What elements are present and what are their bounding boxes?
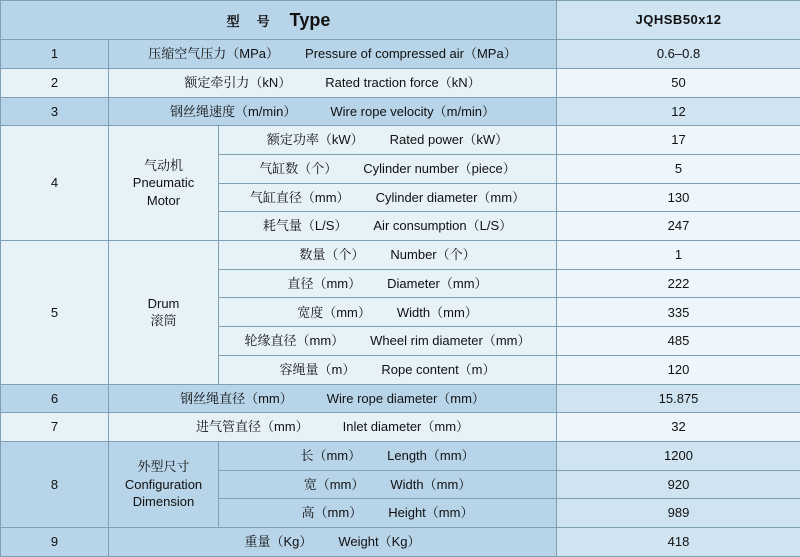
row-group-label-cn: 滚筒 <box>150 313 177 329</box>
row-description <box>219 269 557 298</box>
row-description-en: Pressure of compressed air（MPa） <box>305 46 517 62</box>
row-number: 2 <box>1 68 109 97</box>
row-description-cn: 高（mm） <box>301 505 363 521</box>
row-number: 8 <box>1 442 109 528</box>
row-value: 418 <box>557 528 800 557</box>
row-description-en: Number（个） <box>390 247 476 263</box>
header-type-cell <box>1 1 557 40</box>
header-model-cell: JQHSB50x12 <box>557 1 800 40</box>
row-value: 1 <box>557 241 800 270</box>
row-description-cn: 宽（mm） <box>303 476 365 492</box>
row-number: 1 <box>1 40 109 69</box>
row-description-en: Wire rope velocity（m/min） <box>330 103 496 119</box>
row-description-cn: 进气管直径（mm） <box>195 419 309 435</box>
row-value: 222 <box>557 269 800 298</box>
row-value: 15.875 <box>557 384 800 413</box>
row-description-en: Width（mm） <box>390 476 472 492</box>
row-value: 1200 <box>557 442 800 471</box>
table-header-row <box>1 1 800 40</box>
row-description-cn: 耗气量（L/S） <box>262 218 348 234</box>
row-description-cn: 额定功率（kW） <box>266 132 364 148</box>
row-value: 12 <box>557 97 800 126</box>
row-description <box>219 241 557 270</box>
row-description-en: Diameter（mm） <box>387 275 488 291</box>
row-description <box>109 528 557 557</box>
row-number: 4 <box>1 126 109 241</box>
row-number: 9 <box>1 528 109 557</box>
row-description <box>219 126 557 155</box>
row-description-en: Air consumption（L/S） <box>373 218 513 234</box>
row-description-en: Rated power（kW） <box>389 132 509 148</box>
row-description-cn: 钢丝绳直径（mm） <box>180 390 293 406</box>
row-group-label-en2: Dimension <box>132 494 195 510</box>
row-value: 335 <box>557 298 800 327</box>
row-description-en: Cylinder number（piece） <box>363 161 516 177</box>
row-description-en: Height（mm） <box>388 505 474 521</box>
row-value: 50 <box>557 68 800 97</box>
row-description-en: Wheel rim diameter（mm） <box>370 333 531 349</box>
row-description-cn: 宽度（mm） <box>297 304 371 320</box>
row-description <box>219 154 557 183</box>
row-description <box>109 68 557 97</box>
row-group-label-en2: Motor <box>146 192 181 208</box>
table-row <box>1 126 800 155</box>
row-description <box>219 499 557 528</box>
row-description-cn: 压缩空气压力（MPa） <box>148 46 280 62</box>
row-description-cn: 长（mm） <box>300 448 362 464</box>
row-description-en: Wire rope diameter（mm） <box>326 390 485 406</box>
row-description <box>109 40 557 69</box>
row-description-en: Inlet diameter（mm） <box>342 419 470 435</box>
row-number: 7 <box>1 413 109 442</box>
table-row <box>1 413 800 442</box>
row-description <box>109 384 557 413</box>
row-description <box>219 298 557 327</box>
row-description-en: Cylinder diameter（mm） <box>375 189 526 205</box>
row-value: 32 <box>557 413 800 442</box>
row-description <box>109 413 557 442</box>
row-description-en: Length（mm） <box>387 448 475 464</box>
row-description-cn: 直径（mm） <box>287 275 362 291</box>
table-row <box>1 384 800 413</box>
row-group-label <box>109 442 219 528</box>
table-row <box>1 68 800 97</box>
table-row <box>1 528 800 557</box>
row-value: 5 <box>557 154 800 183</box>
table-row <box>1 241 800 270</box>
row-value: 485 <box>557 327 800 356</box>
row-value: 920 <box>557 470 800 499</box>
row-description <box>219 183 557 212</box>
row-description-cn: 容绳量（m） <box>279 361 356 377</box>
row-description <box>219 355 557 384</box>
row-description-cn: 重量（Kg） <box>244 534 313 550</box>
row-group-label <box>109 126 219 241</box>
row-description-cn: 轮缘直径（mm） <box>244 333 345 349</box>
row-value: 247 <box>557 212 800 241</box>
row-description <box>219 327 557 356</box>
header-title-en: Type <box>289 9 331 30</box>
row-group-label-cn: 外型尺寸 <box>137 459 190 475</box>
table-row <box>1 442 800 471</box>
row-description-en: Rope content（m） <box>381 361 496 377</box>
row-description-cn: 钢丝绳速度（m/min） <box>169 103 297 119</box>
row-number: 6 <box>1 384 109 413</box>
row-description-cn: 数量（个） <box>299 247 365 263</box>
row-number: 5 <box>1 241 109 385</box>
row-description-en: Weight（Kg） <box>338 534 421 550</box>
row-value: 120 <box>557 355 800 384</box>
row-group-label <box>109 241 219 385</box>
row-description <box>219 212 557 241</box>
row-group-label-en1: Pneumatic <box>132 175 195 191</box>
row-value: 989 <box>557 499 800 528</box>
row-description-cn: 气缸数（个） <box>259 161 338 177</box>
row-group-label-en1: Drum <box>147 295 180 311</box>
row-group-label-cn: 气动机 <box>143 157 183 173</box>
row-description <box>219 470 557 499</box>
row-description-cn: 气缸直径（mm） <box>249 189 350 205</box>
row-value: 17 <box>557 126 800 155</box>
row-description <box>219 442 557 471</box>
table-row <box>1 97 800 126</box>
row-description <box>109 97 557 126</box>
row-value: 0.6–0.8 <box>557 40 800 69</box>
row-description-en: Rated traction force（kN） <box>325 74 481 90</box>
row-number: 3 <box>1 97 109 126</box>
table-row <box>1 40 800 69</box>
header-title-cn: 型 号 <box>226 13 272 29</box>
row-description-cn: 额定牵引力（kN） <box>184 74 292 90</box>
row-group-label-en1: Configuration <box>124 476 203 492</box>
row-value: 130 <box>557 183 800 212</box>
row-description-en: Width（mm） <box>396 304 478 320</box>
